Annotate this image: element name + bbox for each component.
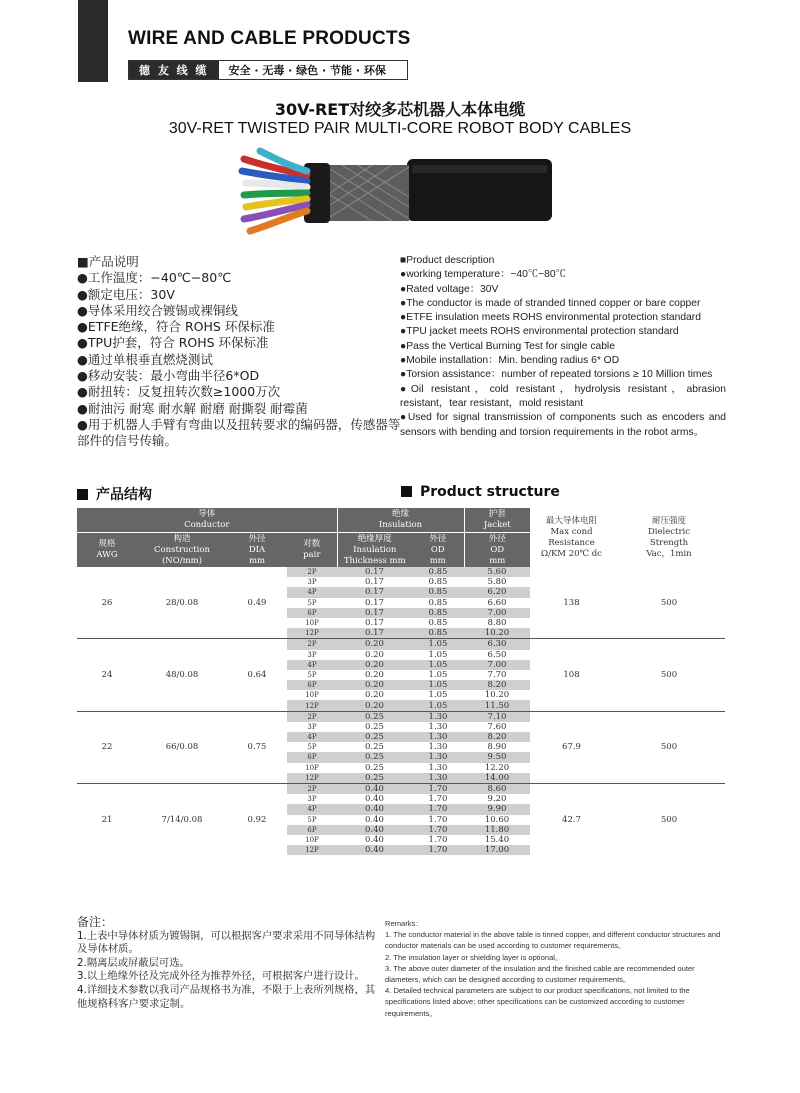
cell-dia: 0.64 [227, 639, 287, 711]
cell-jacket-od: 7.70 [487, 669, 507, 680]
cell-insulation-od: 0.85 [428, 618, 448, 629]
cell-jacket-od: 17.00 [464, 845, 530, 855]
header-insulation: 绝缘 Insulation [337, 508, 464, 533]
cell-pair: 12P [287, 628, 337, 639]
cell-jacket-od: 6.60 [487, 597, 507, 608]
cell-thickness: 0.20 [365, 649, 384, 660]
notes-en [385, 918, 726, 1019]
notes-en-item: 4. Detailed technical parameters are subject to our product specifications, not limited to the specifications listed above; other specifications can be customized according to customer requirements。 [385, 986, 690, 1018]
cell-jacket-od: 8.20 [464, 680, 530, 690]
cell-construction: 28/0.08 [165, 597, 199, 608]
cell-voltage: 500 [613, 711, 725, 783]
sidebar-accent [78, 0, 108, 82]
desc-cn-line: ●导体采用绞合镀锡或裸铜线 [77, 302, 238, 318]
cell-awg: 21 [77, 783, 137, 855]
cell-thickness: 0.17 [337, 567, 412, 577]
cell-thickness: 0.25 [365, 742, 384, 753]
cell-thickness: 0.20 [337, 680, 412, 690]
cell-insulation-od: 1.05 [428, 690, 448, 701]
cell-insulation-od: 1.70 [412, 783, 464, 794]
cell-insulation-od: 0.85 [412, 608, 464, 618]
cell-insulation-od: 1.30 [412, 732, 464, 742]
cell-pair: 12P [287, 773, 337, 784]
cell-insulation-od: 1.30 [412, 752, 464, 762]
cell-pair: 2P [287, 711, 337, 722]
notes-en-title: Remarks： [385, 919, 423, 928]
desc-en-line: ●Oil resistant，cold resistant，hydrolysis resistant，abrasion resistant，tear resistant，mold resistant [400, 383, 726, 409]
cell-pair: 5P [307, 670, 317, 679]
cell-pair: 12P [287, 845, 337, 855]
page-title-cn: 30V-RET对绞多芯机器人本体电缆 [274, 100, 526, 119]
cell-thickness: 0.20 [365, 690, 384, 701]
header-jacket: 护套 Jacket [464, 508, 530, 533]
notes-en-item: 1. The conductor material in the above table is tinned copper, and different conductor structures and conductor materials can be used according to customer requirements。 [385, 930, 721, 951]
table-row [77, 567, 725, 577]
desc-cn-line: ●TPU护套，符合 ROHS 环保标准 [77, 335, 269, 351]
cell-thickness: 0.20 [365, 669, 384, 680]
cell-insulation-od: 1.05 [412, 680, 464, 690]
cell-thickness: 0.20 [337, 700, 412, 711]
cell-jacket-od: 14.00 [464, 773, 530, 784]
cell-jacket-od: 10.20 [464, 628, 530, 639]
description-cn [77, 254, 403, 450]
brand-bar [128, 60, 408, 80]
header-insulation-od: 外径 OD mm [412, 533, 464, 568]
cell-thickness: 0.40 [337, 804, 412, 814]
cell-awg: 24 [77, 639, 137, 711]
cell-awg: 22 [77, 711, 137, 783]
notes-cn-item: 2.隔离层或屏蔽层可选。 [77, 956, 190, 969]
cell-pair: 10P [305, 835, 319, 844]
desc-en-line: ●TPU jacket meets ROHS environmental protection standard [400, 326, 679, 338]
desc-cn-line: ■产品说明 [77, 254, 139, 269]
cell-thickness: 0.40 [337, 845, 412, 855]
desc-cn-line: ●移动安装：最小弯曲半径6*OD [77, 368, 260, 384]
description-en [400, 254, 726, 440]
cell-jacket-od: 10.60 [484, 814, 510, 825]
cell-resistance: 138 [563, 597, 580, 608]
header-resistance: 最大导体电阻 Max cond Resistance Ω/KM 20℃ dc [530, 508, 613, 567]
cell-thickness: 0.17 [365, 597, 384, 608]
cell-pair: 3P [307, 795, 317, 804]
cell-voltage: 500 [660, 597, 678, 608]
section-heading-cn-text: 产品结构 [96, 487, 152, 503]
cell-jacket-od: 6.50 [487, 649, 507, 660]
cell-jacket-od: 11.80 [464, 825, 530, 835]
cell-dia: 0.75 [227, 711, 287, 783]
cell-jacket-od: 15.40 [484, 834, 510, 845]
cell-pair: 6P [287, 680, 337, 690]
cell-pair: 6P [287, 608, 337, 618]
cell-insulation-od: 1.70 [412, 825, 464, 835]
desc-cn-line: ●额定电压：30V [77, 286, 175, 302]
desc-cn-line: ●ETFE绝缘，符合 ROHS 环保标准 [77, 319, 275, 335]
cell-dia: 0.92 [227, 783, 287, 855]
cell-thickness: 0.17 [337, 587, 412, 597]
cell-insulation-od: 1.70 [428, 834, 448, 845]
cell-thickness: 0.17 [337, 628, 412, 639]
cell-insulation-od: 1.30 [428, 742, 448, 753]
square-bullet-icon [77, 489, 88, 500]
cell-jacket-od: 8.60 [464, 783, 530, 794]
desc-en-line: ●Torsion assistance：number of repeated torsions ≥ 10 Million times [400, 369, 713, 381]
cell-pair: 12P [287, 700, 337, 711]
cell-resistance: 42.7 [530, 783, 613, 855]
square-bullet-icon [401, 486, 412, 497]
cell-pair: 4P [287, 732, 337, 742]
cell-construction: 48/0.08 [137, 639, 227, 711]
cell-pair: 5P [307, 743, 317, 752]
cell-jacket-od: 7.00 [464, 660, 530, 670]
cell-jacket-od: 9.50 [464, 752, 530, 762]
header-thickness: 绝缘厚度 Insulation Thickness mm [337, 533, 412, 568]
cell-pair: 10P [305, 763, 319, 772]
cell-insulation-od: 1.30 [412, 773, 464, 784]
notes-cn [77, 916, 382, 1011]
notes-cn-item: 4.详细技术参数以我司产品规格书为准，不限于上表所列规格，其他规格科客户要求定制。 [77, 983, 376, 1010]
cell-insulation-od: 1.05 [428, 649, 448, 660]
desc-cn-line: ●工作温度：−40℃−80℃ [77, 270, 232, 286]
table-row [77, 639, 725, 650]
table-row [77, 783, 725, 794]
spec-table [77, 508, 725, 855]
cell-insulation-od: 0.85 [428, 597, 448, 608]
cell-thickness: 0.17 [365, 577, 384, 588]
cell-jacket-od: 6.20 [464, 587, 530, 597]
cell-voltage: 500 [613, 783, 725, 855]
cell-thickness: 0.25 [337, 752, 412, 762]
cell-resistance: 108 [530, 639, 613, 711]
header-pair: 对数 pair [287, 533, 337, 568]
cell-insulation-od: 1.30 [428, 721, 448, 732]
header-voltage: 耐压强度 Dielectric Strength Vac，1min [613, 508, 725, 567]
cell-thickness: 0.17 [337, 608, 412, 618]
header-dia: 外径 DIA mm [227, 533, 287, 568]
section-heading-cn [77, 484, 152, 504]
cell-pair: 5P [307, 815, 317, 824]
cell-jacket-od: 7.10 [464, 711, 530, 722]
brand-name-cn: 德 友 线 缆 [129, 61, 219, 79]
page-title-en: 30V-RET TWISTED PAIR MULTI-CORE ROBOT BODY CABLES [168, 120, 632, 137]
cell-jacket-od: 8.80 [487, 618, 507, 629]
cable-photo [232, 145, 552, 245]
cell-resistance: 67.9 [530, 711, 613, 783]
cell-construction: 66/0.08 [137, 711, 227, 783]
cell-jacket-od: 7.00 [464, 608, 530, 618]
cell-pair: 3P [307, 578, 317, 587]
cell-insulation-od: 1.70 [428, 794, 448, 805]
desc-en-line: ●working temperature：−40℃−80℃ [400, 269, 566, 281]
cell-insulation-od: 0.85 [428, 577, 448, 588]
cell-thickness: 0.40 [365, 834, 384, 845]
notes-cn-title: 备注： [77, 915, 114, 929]
cell-thickness: 0.40 [365, 794, 384, 805]
notes-en-item: 3. The above outer diameter of the insulation and the finished cable are recommended outer diameters, which can be designed according to customer requirements。 [385, 963, 695, 985]
cell-jacket-od: 9.90 [464, 804, 530, 814]
notes-cn-item: 3.以上绝缘外径及完成外径为推荐外径，可根据客户进行设计。 [77, 970, 365, 983]
desc-cn-line: ●通过单根垂直燃烧测试 [77, 351, 213, 367]
cell-thickness: 0.40 [337, 783, 412, 794]
cell-insulation-od: 1.05 [412, 639, 464, 650]
notes-cn-item: 1.上表中导体材质为镀锡铜，可以根据客户要求采用不同导体结构及导体材质。 [77, 929, 376, 956]
notes-en-item: 2. The insulation layer or shielding layer is optional。 [385, 952, 563, 962]
cell-jacket-od: 9.20 [487, 794, 507, 805]
cell-pair: 2P [287, 783, 337, 794]
cell-construction: 7/14/0.08 [137, 783, 227, 855]
cell-pair: 6P [287, 825, 337, 835]
cell-insulation-od: 1.30 [412, 711, 464, 722]
cell-insulation-od: 0.85 [412, 628, 464, 639]
cell-insulation-od: 1.30 [428, 762, 448, 773]
desc-cn-line: ●耐扭转：反复扭转次数≥1000万次 [77, 384, 281, 400]
desc-en-line: ■Product description [400, 255, 495, 266]
cell-insulation-od: 1.70 [412, 804, 464, 814]
spec-table-body [77, 567, 725, 855]
cell-insulation-od: 0.85 [412, 587, 464, 597]
cell-dia: 0.49 [247, 597, 267, 608]
cell-thickness: 0.25 [365, 721, 384, 732]
brand-title: WIRE AND CABLE PRODUCTS [128, 28, 411, 49]
desc-en-line: ●Pass the Vertical Burning Test for single cable [400, 340, 615, 352]
cell-thickness: 0.20 [337, 639, 412, 650]
cell-voltage: 500 [613, 639, 725, 711]
header-awg: 规格 AWG [77, 533, 137, 568]
desc-en-line: ●ETFE insulation meets ROHS environmental protection standard [400, 312, 701, 324]
cell-jacket-od: 10.20 [484, 690, 510, 701]
brand-slogan: 安全 · 无毒 · 绿色 · 节能 · 环保 [228, 64, 386, 77]
cell-jacket-od: 5.60 [464, 567, 530, 577]
cell-pair: 10P [305, 619, 319, 628]
cell-jacket-od: 7.60 [487, 721, 507, 732]
cell-insulation-od: 1.05 [412, 700, 464, 711]
cell-thickness: 0.25 [337, 711, 412, 722]
desc-en-line: ●Used for signal transmission of components such as encoders and sensors with bending and torsion requirements in the robot arms。 [400, 412, 726, 438]
cell-insulation-od: 1.70 [412, 845, 464, 855]
cell-pair: 4P [287, 587, 337, 597]
cell-jacket-od: 6.30 [464, 639, 530, 650]
cell-pair: 3P [307, 650, 317, 659]
cell-pair: 3P [307, 722, 317, 731]
desc-cn-line: ●用于机器人手臂有弯曲以及扭转要求的编码器，传感器等部件的信号传输。 [77, 416, 401, 449]
cell-pair: 2P [287, 639, 337, 650]
cell-pair: 5P [307, 598, 317, 607]
cell-jacket-od: 8.20 [464, 732, 530, 742]
table-row [77, 711, 725, 722]
section-heading-en-text: Product structure [420, 484, 560, 500]
cell-thickness: 0.25 [337, 732, 412, 742]
cell-awg: 26 [101, 597, 113, 608]
cell-insulation-od: 0.85 [412, 567, 464, 577]
desc-cn-line: ●耐油污 耐寒 耐水解 耐磨 耐撕裂 耐霉菌 [77, 400, 308, 416]
cell-insulation-od: 1.05 [412, 660, 464, 670]
cell-jacket-od: 5.80 [487, 577, 507, 588]
cell-jacket-od: 12.20 [484, 762, 510, 773]
cell-thickness: 0.20 [337, 660, 412, 670]
cell-jacket-od: 11.50 [464, 700, 530, 711]
cell-insulation-od: 1.70 [428, 814, 448, 825]
cell-pair: 10P [305, 691, 319, 700]
cell-thickness: 0.40 [365, 814, 384, 825]
header-conductor: 导体 Conductor [77, 508, 337, 533]
cell-pair: 6P [287, 752, 337, 762]
desc-en-line: ●Rated voltage：30V [400, 283, 499, 295]
cell-thickness: 0.25 [365, 762, 384, 773]
cell-pair: 4P [287, 660, 337, 670]
cell-thickness: 0.25 [337, 773, 412, 784]
section-heading-en [401, 484, 560, 500]
cell-pair: 4P [287, 804, 337, 814]
header-jacket-od: 外径 OD mm [464, 533, 530, 568]
cell-pair: 2P [287, 567, 337, 577]
cell-insulation-od: 1.05 [428, 669, 448, 680]
cell-thickness: 0.17 [365, 618, 384, 629]
desc-en-line: ●The conductor is made of stranded tinned copper or bare copper [400, 297, 701, 309]
desc-en-line: ●Mobile installation：Min. bending radius 6* OD [400, 355, 620, 367]
cell-jacket-od: 8.90 [487, 742, 507, 753]
header-construction: 构造 Construction (NO/mm) [137, 533, 227, 568]
cell-thickness: 0.40 [337, 825, 412, 835]
